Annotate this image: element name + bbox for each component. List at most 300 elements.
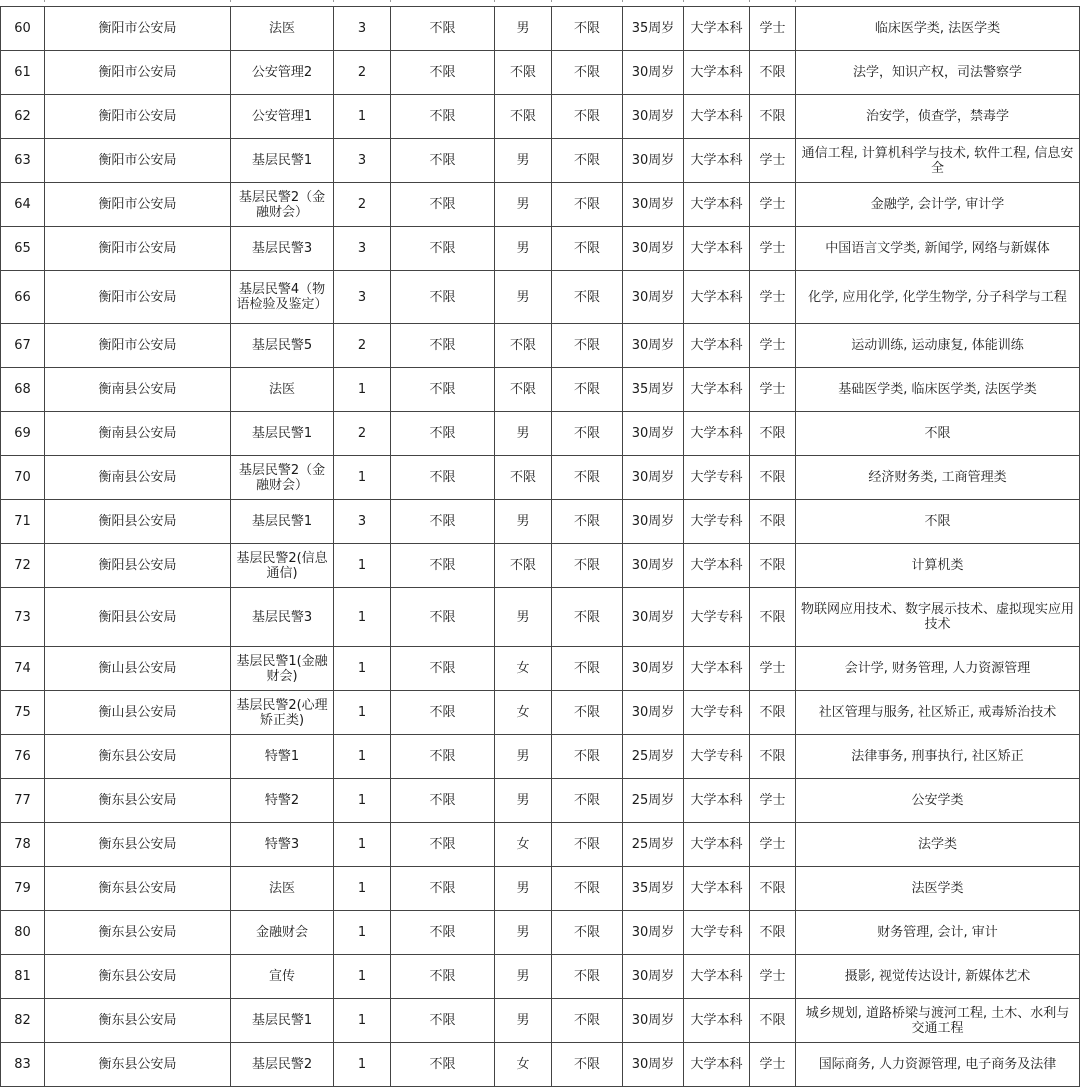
cell-post: 宣传 [231,955,334,999]
cell-age: 30周岁 [623,999,684,1043]
cell-unit: 衡东县公安局 [45,999,231,1043]
cell-post: 基层民警4（物语检验及鉴定） [231,271,334,324]
cell-count: 1 [334,368,391,412]
cell-gender: 男 [495,779,552,823]
clipped-border-mark [622,0,627,2]
cell-requirement: 不限 [391,271,495,324]
cell-degree: 不限 [750,999,796,1043]
cell-unit: 衡山县公安局 [45,647,231,691]
cell-degree: 学士 [750,779,796,823]
cell-post: 公安管理1 [231,95,334,139]
cell-requirement: 不限 [391,691,495,735]
cell-requirement: 不限 [391,735,495,779]
cell-requirement-2: 不限 [552,227,623,271]
cell-age: 30周岁 [623,500,684,544]
cell-gender: 男 [495,911,552,955]
cell-post: 法医 [231,368,334,412]
cell-count: 1 [334,647,391,691]
cell-education: 大学本科 [684,324,750,368]
cell-requirement: 不限 [391,368,495,412]
cell-major: 城乡规划, 道路桥梁与渡河工程, 土木、水利与交通工程 [796,999,1080,1043]
cell-degree: 不限 [750,95,796,139]
clipped-border-mark [44,0,49,2]
cell-requirement: 不限 [391,412,495,456]
cell-gender: 男 [495,500,552,544]
cell-education: 大学本科 [684,227,750,271]
cell-age: 30周岁 [623,1043,684,1087]
cell-education: 大学专科 [684,691,750,735]
cell-age: 25周岁 [623,735,684,779]
cell-requirement-2: 不限 [552,647,623,691]
cell-number: 81 [1,955,45,999]
cell-unit: 衡山县公安局 [45,691,231,735]
table-row [1,500,1080,544]
cell-post: 法医 [231,7,334,51]
cell-unit: 衡南县公安局 [45,368,231,412]
cell-gender: 不限 [495,51,552,95]
cell-unit: 衡南县公安局 [45,456,231,500]
cell-unit: 衡东县公安局 [45,735,231,779]
cell-major: 治安学，侦查学，禁毒学 [796,95,1080,139]
cell-education: 大学本科 [684,7,750,51]
cell-count: 2 [334,51,391,95]
cell-degree: 不限 [750,500,796,544]
cell-unit: 衡东县公安局 [45,1043,231,1087]
cell-education: 大学本科 [684,183,750,227]
cell-unit: 衡阳县公安局 [45,588,231,647]
table-row [1,544,1080,588]
cell-count: 1 [334,735,391,779]
cell-number: 62 [1,95,45,139]
cell-requirement-2: 不限 [552,95,623,139]
cell-requirement-2: 不限 [552,412,623,456]
cell-major: 通信工程, 计算机科学与技术, 软件工程, 信息安全 [796,139,1080,183]
clipped-border-mark [551,0,556,2]
cell-degree: 学士 [750,955,796,999]
cell-age: 30周岁 [623,691,684,735]
cell-major: 化学, 应用化学, 化学生物学, 分子科学与工程 [796,271,1080,324]
cell-requirement-2: 不限 [552,735,623,779]
cell-education: 大学专科 [684,735,750,779]
cell-count: 1 [334,1043,391,1087]
clipped-border-mark [390,0,395,2]
cell-gender: 男 [495,139,552,183]
cell-gender: 女 [495,647,552,691]
cell-age: 30周岁 [623,271,684,324]
clipped-border-mark [683,0,688,2]
cell-degree: 学士 [750,7,796,51]
cell-post: 基层民警1 [231,139,334,183]
cell-number: 75 [1,691,45,735]
cell-count: 1 [334,544,391,588]
cell-requirement: 不限 [391,999,495,1043]
cell-major: 不限 [796,412,1080,456]
cell-unit: 衡阳市公安局 [45,7,231,51]
cell-gender: 男 [495,271,552,324]
table-row [1,51,1080,95]
cell-number: 78 [1,823,45,867]
cell-degree: 学士 [750,1043,796,1087]
cell-age: 30周岁 [623,227,684,271]
table-row [1,7,1080,51]
cell-major: 法学，知识产权，司法警察学 [796,51,1080,95]
cell-gender: 男 [495,227,552,271]
cell-gender: 男 [495,588,552,647]
cell-number: 76 [1,735,45,779]
cell-post: 基层民警1 [231,999,334,1043]
cell-requirement: 不限 [391,544,495,588]
cell-major: 国际商务, 人力资源管理, 电子商务及法律 [796,1043,1080,1087]
cell-major: 基础医学类, 临床医学类, 法医学类 [796,368,1080,412]
cell-count: 1 [334,779,391,823]
cell-unit: 衡东县公安局 [45,779,231,823]
cell-degree: 不限 [750,456,796,500]
cell-count: 1 [334,823,391,867]
cell-count: 3 [334,500,391,544]
cell-number: 68 [1,368,45,412]
cell-count: 3 [334,139,391,183]
cell-age: 30周岁 [623,456,684,500]
cell-major: 运动训练, 运动康复, 体能训练 [796,324,1080,368]
cell-degree: 学士 [750,368,796,412]
cell-degree: 不限 [750,51,796,95]
cell-age: 30周岁 [623,647,684,691]
cell-number: 71 [1,500,45,544]
cell-education: 大学专科 [684,456,750,500]
table-row [1,1043,1080,1087]
cell-post: 特警2 [231,779,334,823]
table-row [1,456,1080,500]
cell-requirement-2: 不限 [552,955,623,999]
cell-requirement-2: 不限 [552,691,623,735]
cell-requirement-2: 不限 [552,324,623,368]
cell-education: 大学本科 [684,955,750,999]
cell-major: 法医学类 [796,867,1080,911]
cell-education: 大学本科 [684,823,750,867]
cell-count: 1 [334,691,391,735]
cell-count: 1 [334,867,391,911]
cell-age: 30周岁 [623,412,684,456]
cell-count: 1 [334,999,391,1043]
cell-education: 大学本科 [684,779,750,823]
cell-requirement-2: 不限 [552,7,623,51]
table-row [1,823,1080,867]
cell-number: 79 [1,867,45,911]
cell-requirement-2: 不限 [552,867,623,911]
cell-number: 66 [1,271,45,324]
cell-major: 社区管理与服务, 社区矫正, 戒毒矫治技术 [796,691,1080,735]
cell-unit: 衡东县公安局 [45,955,231,999]
cell-major: 计算机类 [796,544,1080,588]
cell-count: 2 [334,183,391,227]
clipped-border-mark [494,0,499,2]
cell-number: 72 [1,544,45,588]
cell-degree: 不限 [750,412,796,456]
cell-degree: 学士 [750,324,796,368]
clipped-border-mark [230,0,235,2]
table-row [1,955,1080,999]
cell-gender: 男 [495,7,552,51]
cell-post: 金融财会 [231,911,334,955]
cell-requirement-2: 不限 [552,271,623,324]
cell-number: 67 [1,324,45,368]
cell-requirement: 不限 [391,7,495,51]
cell-count: 1 [334,456,391,500]
cell-requirement: 不限 [391,227,495,271]
cell-gender: 不限 [495,456,552,500]
cell-education: 大学本科 [684,999,750,1043]
cell-age: 35周岁 [623,368,684,412]
cell-requirement-2: 不限 [552,183,623,227]
cell-age: 30周岁 [623,588,684,647]
cell-post: 基层民警2(心理矫正类) [231,691,334,735]
cell-education: 大学专科 [684,911,750,955]
cell-requirement: 不限 [391,324,495,368]
cell-gender: 不限 [495,368,552,412]
cell-requirement: 不限 [391,867,495,911]
cell-degree: 不限 [750,911,796,955]
cell-requirement-2: 不限 [552,823,623,867]
cell-major: 经济财务类, 工商管理类 [796,456,1080,500]
cell-gender: 男 [495,867,552,911]
cell-degree: 学士 [750,139,796,183]
cell-number: 74 [1,647,45,691]
cell-age: 30周岁 [623,544,684,588]
cell-unit: 衡阳市公安局 [45,95,231,139]
cell-major: 公安学类 [796,779,1080,823]
cell-requirement-2: 不限 [552,51,623,95]
cell-education: 大学本科 [684,867,750,911]
cell-requirement: 不限 [391,500,495,544]
cell-number: 60 [1,7,45,51]
cell-unit: 衡阳市公安局 [45,183,231,227]
cell-requirement-2: 不限 [552,544,623,588]
cell-requirement-2: 不限 [552,139,623,183]
cell-unit: 衡阳县公安局 [45,500,231,544]
cell-age: 30周岁 [623,911,684,955]
cell-post: 基层民警1 [231,500,334,544]
cell-number: 80 [1,911,45,955]
cell-unit: 衡东县公安局 [45,823,231,867]
cell-post: 基层民警3 [231,227,334,271]
cell-post: 法医 [231,867,334,911]
table-row [1,999,1080,1043]
cell-requirement: 不限 [391,823,495,867]
cell-number: 61 [1,51,45,95]
cell-count: 3 [334,271,391,324]
table-row [1,139,1080,183]
clipped-border-mark [795,0,800,2]
cell-number: 82 [1,999,45,1043]
cell-education: 大学本科 [684,51,750,95]
cell-unit: 衡阳县公安局 [45,544,231,588]
cell-age: 30周岁 [623,955,684,999]
cell-major: 不限 [796,500,1080,544]
cell-major: 物联网应用技术、数字展示技术、虚拟现实应用技术 [796,588,1080,647]
cell-number: 73 [1,588,45,647]
cell-count: 3 [334,7,391,51]
cell-unit: 衡阳市公安局 [45,139,231,183]
cell-education: 大学专科 [684,588,750,647]
cell-degree: 学士 [750,183,796,227]
cell-education: 大学本科 [684,368,750,412]
cell-education: 大学本科 [684,95,750,139]
cell-count: 1 [334,95,391,139]
cell-gender: 不限 [495,544,552,588]
cell-gender: 女 [495,823,552,867]
cell-unit: 衡阳市公安局 [45,324,231,368]
cell-age: 30周岁 [623,51,684,95]
cell-requirement: 不限 [391,51,495,95]
cell-requirement: 不限 [391,647,495,691]
cell-post: 基层民警1 [231,412,334,456]
cell-post: 特警3 [231,823,334,867]
table-body [1,7,1080,1087]
cell-education: 大学本科 [684,544,750,588]
cell-gender: 男 [495,999,552,1043]
cell-post: 基层民警2 [231,1043,334,1087]
cell-count: 2 [334,412,391,456]
cell-number: 69 [1,412,45,456]
cell-requirement: 不限 [391,1043,495,1087]
cell-count: 2 [334,324,391,368]
cell-degree: 学士 [750,823,796,867]
cell-unit: 衡南县公安局 [45,412,231,456]
cell-age: 25周岁 [623,779,684,823]
cell-major: 法学类 [796,823,1080,867]
cell-post: 基层民警2（金融财会） [231,456,334,500]
cell-major: 中国语言文学类, 新闻学, 网络与新媒体 [796,227,1080,271]
cell-education: 大学本科 [684,1043,750,1087]
cell-age: 35周岁 [623,867,684,911]
cell-requirement-2: 不限 [552,779,623,823]
cell-requirement: 不限 [391,456,495,500]
cell-major: 会计学, 财务管理, 人力资源管理 [796,647,1080,691]
cell-unit: 衡阳市公安局 [45,227,231,271]
cell-number: 64 [1,183,45,227]
cell-post: 基层民警5 [231,324,334,368]
cell-education: 大学本科 [684,139,750,183]
cell-number: 77 [1,779,45,823]
cell-gender: 男 [495,183,552,227]
table-row [1,368,1080,412]
cell-education: 大学本科 [684,271,750,324]
cell-requirement-2: 不限 [552,500,623,544]
cell-requirement: 不限 [391,779,495,823]
clipped-border-mark [749,0,754,2]
cell-number: 83 [1,1043,45,1087]
cell-gender: 女 [495,1043,552,1087]
cell-gender: 不限 [495,324,552,368]
cell-degree: 学士 [750,271,796,324]
cell-post: 基层民警1(金融财会) [231,647,334,691]
cell-gender: 女 [495,691,552,735]
cell-age: 30周岁 [623,139,684,183]
cell-count: 3 [334,227,391,271]
cell-number: 70 [1,456,45,500]
table-row [1,324,1080,368]
table-row [1,183,1080,227]
table-row [1,867,1080,911]
cell-number: 65 [1,227,45,271]
cell-post: 基层民警3 [231,588,334,647]
cell-post: 基层民警2(信息通信) [231,544,334,588]
cell-unit: 衡东县公安局 [45,867,231,911]
cell-post: 公安管理2 [231,51,334,95]
cell-major: 临床医学类, 法医学类 [796,7,1080,51]
cell-degree: 学士 [750,227,796,271]
cell-gender: 不限 [495,95,552,139]
table-row [1,227,1080,271]
cell-requirement-2: 不限 [552,1043,623,1087]
cell-degree: 学士 [750,647,796,691]
cell-age: 30周岁 [623,324,684,368]
table-row [1,735,1080,779]
cell-post: 基层民警2（金融财会） [231,183,334,227]
cell-count: 1 [334,911,391,955]
cell-gender: 男 [495,412,552,456]
cell-requirement: 不限 [391,139,495,183]
cell-unit: 衡阳市公安局 [45,271,231,324]
cell-age: 25周岁 [623,823,684,867]
table-row [1,647,1080,691]
table-row [1,779,1080,823]
cell-requirement-2: 不限 [552,911,623,955]
cell-count: 1 [334,588,391,647]
table-row [1,911,1080,955]
cell-major: 财务管理, 会计, 审计 [796,911,1080,955]
cell-age: 30周岁 [623,95,684,139]
cell-requirement-2: 不限 [552,456,623,500]
cell-requirement: 不限 [391,95,495,139]
table-row [1,588,1080,647]
table-row [1,412,1080,456]
cell-number: 63 [1,139,45,183]
cell-requirement: 不限 [391,183,495,227]
table-row [1,95,1080,139]
clipped-border-mark [333,0,338,2]
cell-degree: 不限 [750,691,796,735]
cell-education: 大学本科 [684,647,750,691]
cell-education: 大学专科 [684,500,750,544]
cell-requirement: 不限 [391,911,495,955]
table-row [1,271,1080,324]
cell-post: 特警1 [231,735,334,779]
cell-unit: 衡东县公安局 [45,911,231,955]
table-row [1,691,1080,735]
cell-requirement-2: 不限 [552,588,623,647]
cell-age: 30周岁 [623,183,684,227]
cell-major: 摄影, 视觉传达设计, 新媒体艺术 [796,955,1080,999]
recruitment-table [0,6,1080,1087]
cell-degree: 不限 [750,735,796,779]
cell-requirement: 不限 [391,955,495,999]
cell-degree: 不限 [750,867,796,911]
cell-age: 35周岁 [623,7,684,51]
cell-unit: 衡阳市公安局 [45,51,231,95]
cell-count: 1 [334,955,391,999]
cell-gender: 男 [495,955,552,999]
cell-gender: 男 [495,735,552,779]
cell-degree: 不限 [750,588,796,647]
cell-degree: 不限 [750,544,796,588]
cell-education: 大学本科 [684,412,750,456]
cell-requirement-2: 不限 [552,999,623,1043]
cell-major: 法律事务, 刑事执行, 社区矫正 [796,735,1080,779]
cell-requirement: 不限 [391,588,495,647]
cell-requirement-2: 不限 [552,368,623,412]
cell-major: 金融学, 会计学, 审计学 [796,183,1080,227]
